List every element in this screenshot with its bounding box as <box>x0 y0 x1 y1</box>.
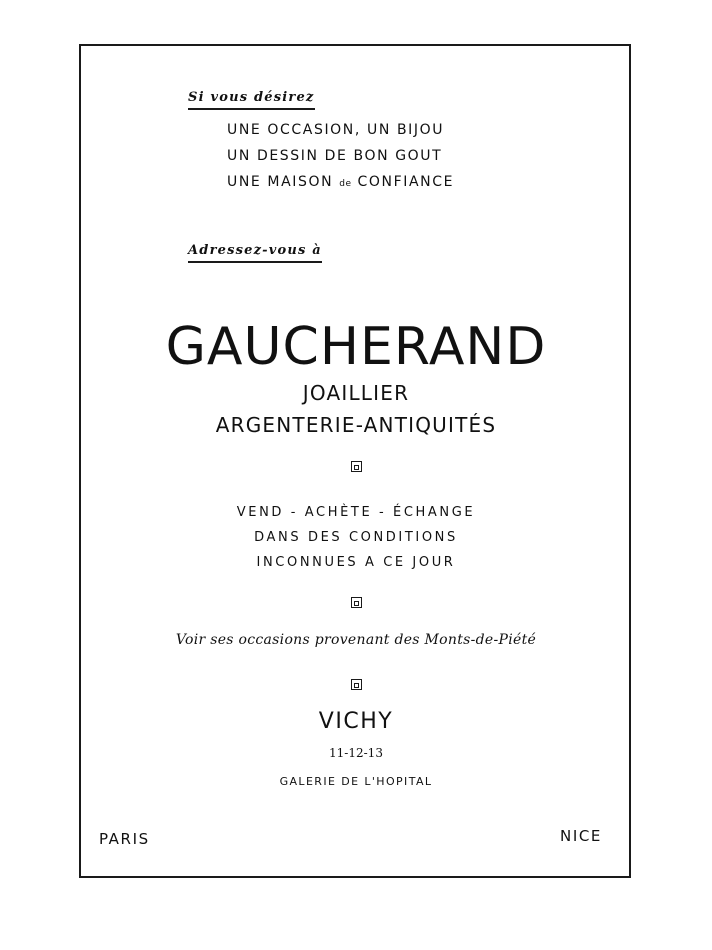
square-ornament-icon <box>351 461 362 472</box>
corner-city-left: PARIS <box>99 830 150 848</box>
corner-city-right: NICE <box>560 827 602 845</box>
intro-line-1: UNE OCCASION, UN BIJOU <box>227 122 445 138</box>
intro-line-3-part1: UNE MAISON <box>227 174 340 190</box>
ornament-3 <box>0 679 712 691</box>
brand-subtitle-jeweler: JOAILLIER <box>302 381 410 405</box>
intro-line-3-part2: CONFIANCE <box>351 174 455 190</box>
city-name: VICHY <box>318 709 394 734</box>
street-address: GALERIE DE L'HOPITAL <box>279 775 433 788</box>
services-line-3: INCONNUES A CE JOUR <box>256 555 456 570</box>
intro-line-2: UN DESSIN DE BON GOUT <box>227 148 443 164</box>
services-block <box>0 500 712 575</box>
address-heading: Adressez-vous à <box>188 243 322 263</box>
intro-line-3-small: de <box>339 179 352 189</box>
intro-line-3 <box>227 169 454 197</box>
brand-name: GAUCHERAND <box>165 317 547 377</box>
pawnshop-note: Voir ses occasions provenant des Monts-de-Piété <box>175 632 537 648</box>
services-line-2: DANS DES CONDITIONS <box>254 530 458 545</box>
ornament-1 <box>0 461 712 473</box>
square-ornament-icon <box>351 597 362 608</box>
square-ornament-icon <box>351 679 362 690</box>
street-numbers: 11-12-13 <box>329 746 383 760</box>
services-line-1: VEND - ACHÈTE - ÉCHANGE <box>236 505 476 520</box>
intro-lines <box>227 117 454 197</box>
ornament-2 <box>0 597 712 609</box>
intro-heading: Si vous désirez <box>188 90 315 110</box>
brand-subtitle-silverware: ARGENTERIE-ANTIQUITÉS <box>215 413 497 437</box>
